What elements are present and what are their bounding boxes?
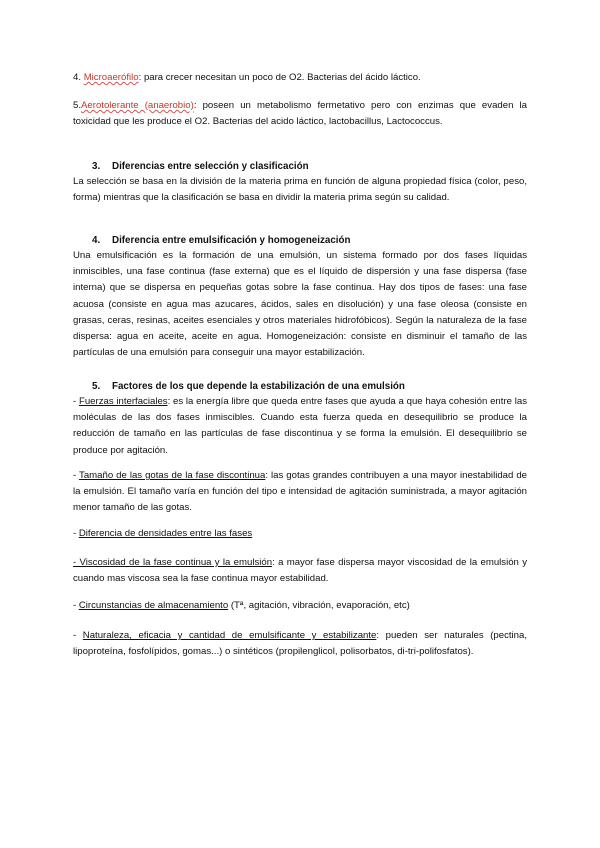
factor-text: (Tª, agitación, vibración, evaporación, etc)	[228, 600, 410, 611]
section-3-heading	[92, 160, 309, 174]
item-text: : para crecer necesitan un poco de O2. Bacterias del ácido láctico.	[138, 72, 421, 83]
section-number: 5.	[92, 381, 101, 392]
factor-text: : es la energía libre que queda entre fases que ayuda a que haya cohesión entre las moléculas de las dos fases inmiscibles. Cuando esta fuerza queda en desequilibrio se produce la reducción de tamaño en las partículas de fase discontinua y se forma la emulsión. El desequilibrio se produce por agitación.	[73, 396, 527, 456]
factor-item: - Naturaleza, eficacia y cantidad de emulsificante y estabilizante: pueden ser naturales (pectina, lipoproteína, fosfolípidos, gomas...) o sintéticos (propilenglicol, polisorbatos, di-tri-polifosfatos).	[73, 630, 527, 658]
item-microaerofilo	[73, 70, 527, 86]
section-4-heading	[92, 234, 350, 248]
section-title: Diferencia entre emulsificación y homogeneización	[112, 235, 351, 246]
section-4-body: Una emulsificación es la formación de una emulsión, un sistema formado por dos fases líquidas inmiscibles, una fase continua (fase externa) que es el líquido de dispersión y una fase dispersa (fase interna) que se dispersa en pequeñas gotas sobre la fase continua. Hay dos tipos de fases: una fase acuosa (consiste en agua mas azucares, ácidos, sales en disolución) y una fase oleosa (consiste en grasas, ceras, resinas, aceites esenciales y otros materiales hidrofóbicos). Según la naturaleza de la fase dispersa: agua en aceite, aceite en agua. Homogeneización: consiste en disminuir el tamaño de las partículas de una emulsión para conseguir una mayor estabilización.	[73, 250, 527, 359]
factor-term: Diferencia de densidades entre las fases	[78, 528, 253, 539]
factor-item: - Circunstancias de almacenamiento (Tª, agitación, vibración, evaporación, etc)	[73, 600, 410, 611]
section-5-heading	[92, 380, 405, 394]
factor-item: - Fuerzas interfaciales: es la energía libre que queda entre fases que ayuda a que haya cohesión entre las moléculas de las dos fases inmiscibles. Cuando esta fuerza queda en desequilibrio se produce la reducción de tamaño en las partículas de fase discontinua y se forma la emulsión. El desequilibrio se produce por agitación.	[73, 396, 527, 456]
item-term: Microaerófilo	[83, 72, 139, 83]
factor-item: - Diferencia de densidades entre las fases	[73, 528, 253, 539]
section-title: Diferencias entre selección y clasificación	[112, 161, 309, 172]
factor-text: : pueden ser naturales (pectina, lipoproteína, fosfolípidos, gomas...) o sintéticos (propilenglicol, polisorbatos, di-tri-polifosfatos).	[73, 630, 527, 658]
section-title: Factores de los que depende la estabilización de una emulsión	[112, 381, 405, 392]
factor-item: - Tamaño de las gotas de la fase discontinua: las gotas grandes contribuyen a una mayor inestabilidad de la emulsión. El tamaño varía en función del tipo e intensidad de agitación suministrada, a mayor agitación menor tamaño de las gotas.	[73, 470, 528, 514]
section-number: 4.	[92, 235, 101, 246]
item-number: 5.	[73, 100, 82, 111]
section-3-body: La selección se basa en la división de la materia prima en función de alguna propiedad física (color, peso, forma) mientras que la clasificación se basa en dividir la materia prima según su calidad.	[73, 176, 527, 204]
factor-term: Naturaleza, eficacia y cantidad de emulsificante y estabilizante	[82, 630, 377, 641]
item-term: Aerotolerante (anaerobio)	[81, 100, 194, 111]
factor-term: - Viscosidad de la fase continua y la emulsión	[73, 557, 273, 568]
factor-term: Fuerzas interfaciales	[78, 396, 168, 407]
item-text: : poseen un metabolismo fermetativo pero con enzimas que evaden la toxicidad que les produce el O2. Bacterias del acido láctico, lactobacillus, Lactococcus.	[73, 100, 527, 128]
section-number: 3.	[92, 161, 101, 172]
item-aerotolerante	[73, 98, 527, 130]
factor-term: Circunstancias de almacenamiento	[78, 600, 229, 611]
factor-text: : las gotas grandes contribuyen a una mayor inestabilidad de la emulsión. El tamaño varía en función del tipo e intensidad de agitación suministrada, a mayor agitación menor tamaño de las gotas.	[73, 470, 528, 514]
factor-text: : a mayor fase dispersa mayor viscosidad de la emulsión y cuando mas viscosa sea la fase continua mayor estabilidad.	[73, 557, 527, 585]
item-number: 4.	[73, 72, 82, 83]
factor-item	[73, 555, 527, 587]
factor-term: Tamaño de las gotas de la fase discontinua	[79, 470, 266, 481]
